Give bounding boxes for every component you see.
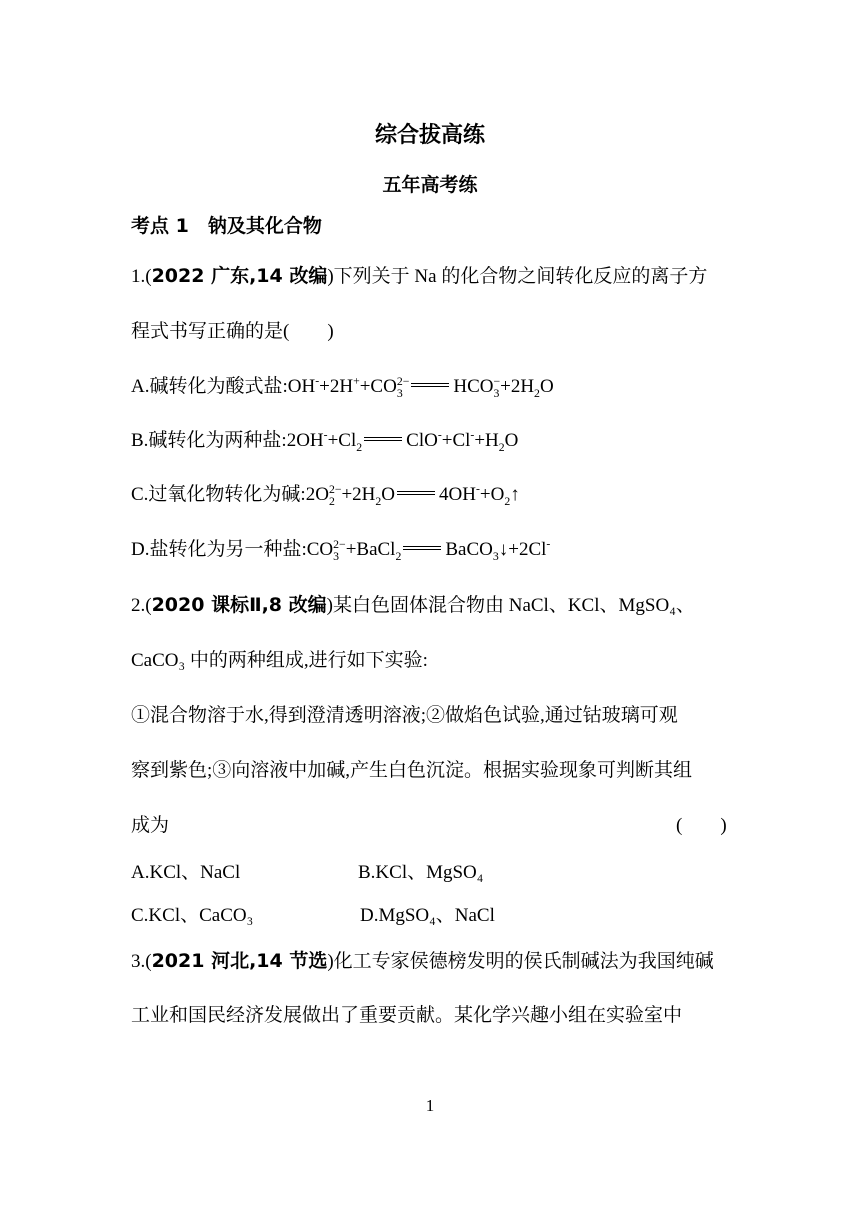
question-3-stem: )化工专家侯德榜发明的侯氏制碱法为我国纯碱 [327,951,714,972]
question-2-line-2: CaCO₃ 中的两种组成,进行如下实验: [131,650,428,671]
section-heading: 考点 1 钠及其化合物 [131,215,322,237]
question-3-line-2: 工业和国民经济发展做出了重要贡献。某化学兴趣小组在实验室中 [131,1005,683,1026]
option-b: B.碱转化为两种盐$:2OH^-+Cl_2$ $ClO^-+Cl^-+H_2O$ [131,428,519,454]
question-1-stem: )下列关于 Na 的化合物之间转化反应的离子方 [327,266,708,287]
question-2-line-1 [131,590,695,617]
option-b: B.KCl、MgSO₄ [358,862,484,883]
question-3-line-1 [131,946,714,973]
option-d: D.MgSO₄、NaCl [360,905,495,926]
question-1-line-2: 程式书写正确的是( ) [131,321,334,342]
option-a: A.KCl、NaCl [131,862,241,883]
question-2-line-4: 察到紫色;③向溶液中加碱,产生白色沉淀。根据实验现象可判断其组 [131,760,693,781]
option-a-prefix: A.碱转化为酸式盐:OH [131,376,316,397]
question-3-number: 3.( [131,951,152,972]
question-2-source: 2020 课标Ⅱ,8 改编 [151,594,327,616]
option-a: A.碱转化为酸式盐:OH-+2H++CO 2− 3 HCO − 3 $+2H_2O$ [131,374,554,400]
question-2-line-3: ①混合物溶于水,得到澄清透明溶液;②做焰色试验,通过钴玻璃可观 [131,705,678,726]
answer-blank: ( ) [676,815,727,836]
page-number: 1 [425,1096,435,1115]
reaction-arrow [411,383,449,387]
question-1-number: 1.( [131,266,152,287]
option-d-prefix: D.盐转化为另一种盐:CO [131,539,334,560]
page-subtitle: 五年高考练 [382,174,478,196]
reaction-arrow [364,437,402,441]
option-b-prefix: B.碱转化为两种盐:2OH [131,430,324,451]
reaction-arrow [397,491,435,495]
question-1-line-1 [131,261,707,288]
question-2-stem: )某白色固体混合物由 NaCl、KCl、MgSO₄、 [326,595,695,616]
option-c: C.KCl、CaCO₃ [131,905,254,926]
option-c-prefix: C.过氧化物转化为碱:2O [131,484,329,505]
question-2-line-5: 成为 [131,815,170,836]
option-d: D.盐转化为另一种盐:CO 2− 3 +BaCl$_2$ BaCO$_3$↓+2Cl- [131,537,551,563]
question-1-source: 2022 广东,14 改编 [151,265,328,287]
reaction-arrow [403,546,441,550]
option-c: C.过氧化物转化为碱:2O 2− 2 $+2H_2O$ $4OH^-+O_2↑$ [131,482,520,508]
question-3-source: 2021 河北,14 节选 [151,950,328,972]
question-2-number: 2.( [131,595,152,616]
page-title: 综合拔高练 [374,123,485,148]
